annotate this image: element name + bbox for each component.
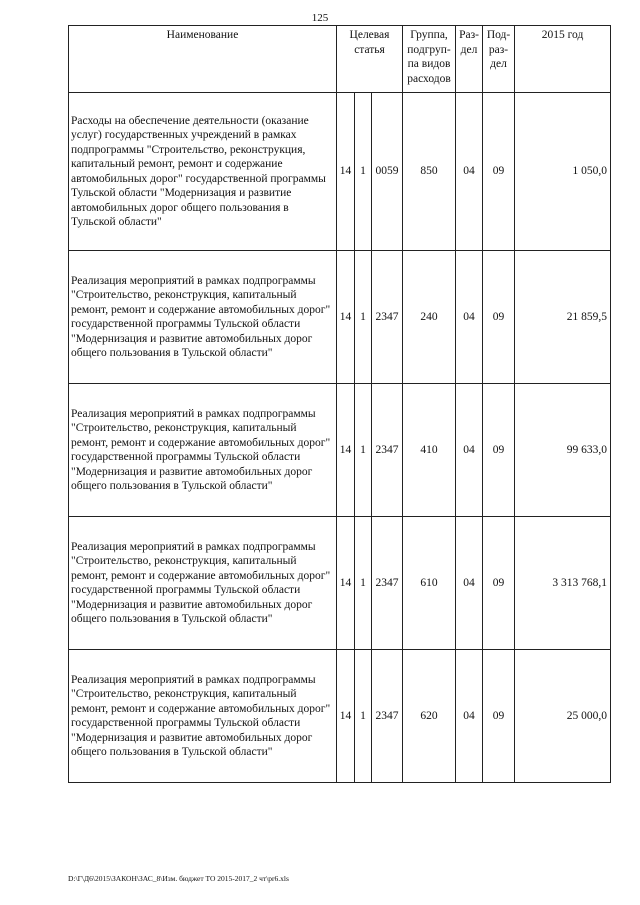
row-section: 04	[456, 93, 483, 251]
file-path-footer: D:\Г\Д6\2015\ЗАКОН\ЗАС_8\Изм. бюджет ТО 2015-2017_2 чт\pr6.xls	[68, 874, 289, 883]
row-amount: 99 633,0	[515, 384, 611, 517]
row-target-1: 14	[337, 93, 355, 251]
row-name: Расходы на обеспечение деятельности (оказание услуг) государственных учреждений в рамках подпрограммы "Строительство, реконструкция, капитальный ремонт, ремонт и содержание автомобильных дорог" государственной программы Тульской области "Модернизация и развитие автомобильных дорог общего пользования в Тульской области"	[69, 93, 337, 251]
header-group: Группа, подгруп-па видов расходов	[403, 26, 456, 93]
row-target-1: 14	[337, 650, 355, 783]
row-amount: 25 000,0	[515, 650, 611, 783]
header-subsection: Под-раз-дел	[483, 26, 515, 93]
page-number: 125	[311, 12, 329, 24]
row-name: Реализация мероприятий в рамках подпрограммы "Строительство, реконструкция, капитальный ремонт, ремонт и содержание автомобильных дорог" государственной программы Тульской области "Модернизация и развитие автомобильных дорог общего пользования в Тульской области"	[69, 650, 337, 783]
header-year: 2015 год	[515, 26, 611, 93]
table-row	[69, 650, 611, 783]
row-name: Реализация мероприятий в рамках подпрограммы "Строительство, реконструкция, капитальный ремонт, ремонт и содержание автомобильных дорог" государственной программы Тульской области "Модернизация и развитие автомобильных дорог общего пользования в Тульской области"	[69, 384, 337, 517]
row-target-2: 1	[355, 650, 372, 783]
row-subsection: 09	[483, 384, 515, 517]
row-target-2: 1	[355, 93, 372, 251]
row-subsection: 09	[483, 251, 515, 384]
row-group: 610	[403, 517, 456, 650]
row-target-3: 2347	[372, 251, 403, 384]
header-name: Наименование	[69, 26, 337, 93]
row-name: Реализация мероприятий в рамках подпрограммы "Строительство, реконструкция, капитальный ремонт, ремонт и содержание автомобильных дорог" государственной программы Тульской области "Модернизация и развитие автомобильных дорог общего пользования в Тульской области"	[69, 517, 337, 650]
row-subsection: 09	[483, 93, 515, 251]
row-amount: 21 859,5	[515, 251, 611, 384]
budget-table	[68, 25, 611, 783]
table-row	[69, 251, 611, 384]
header-row	[69, 26, 611, 93]
row-section: 04	[456, 384, 483, 517]
row-target-3: 2347	[372, 517, 403, 650]
row-target-2: 1	[355, 517, 372, 650]
header-section: Раз-дел	[456, 26, 483, 93]
row-target-1: 14	[337, 251, 355, 384]
row-amount: 1 050,0	[515, 93, 611, 251]
table-row	[69, 93, 611, 251]
row-target-2: 1	[355, 384, 372, 517]
header-target: Целевая статья	[337, 26, 403, 93]
row-amount: 3 313 768,1	[515, 517, 611, 650]
row-section: 04	[456, 251, 483, 384]
row-target-3: 2347	[372, 650, 403, 783]
row-subsection: 09	[483, 650, 515, 783]
row-target-1: 14	[337, 384, 355, 517]
row-name: Реализация мероприятий в рамках подпрограммы "Строительство, реконструкция, капитальный ремонт, ремонт и содержание автомобильных дорог" государственной программы Тульской области "Модернизация и развитие автомобильных дорог общего пользования в Тульской области"	[69, 251, 337, 384]
row-group: 240	[403, 251, 456, 384]
row-group: 410	[403, 384, 456, 517]
row-group: 620	[403, 650, 456, 783]
row-target-3: 0059	[372, 93, 403, 251]
row-section: 04	[456, 517, 483, 650]
table-row	[69, 517, 611, 650]
row-subsection: 09	[483, 517, 515, 650]
row-target-1: 14	[337, 517, 355, 650]
row-target-3: 2347	[372, 384, 403, 517]
row-section: 04	[456, 650, 483, 783]
row-target-2: 1	[355, 251, 372, 384]
row-group: 850	[403, 93, 456, 251]
table-row	[69, 384, 611, 517]
